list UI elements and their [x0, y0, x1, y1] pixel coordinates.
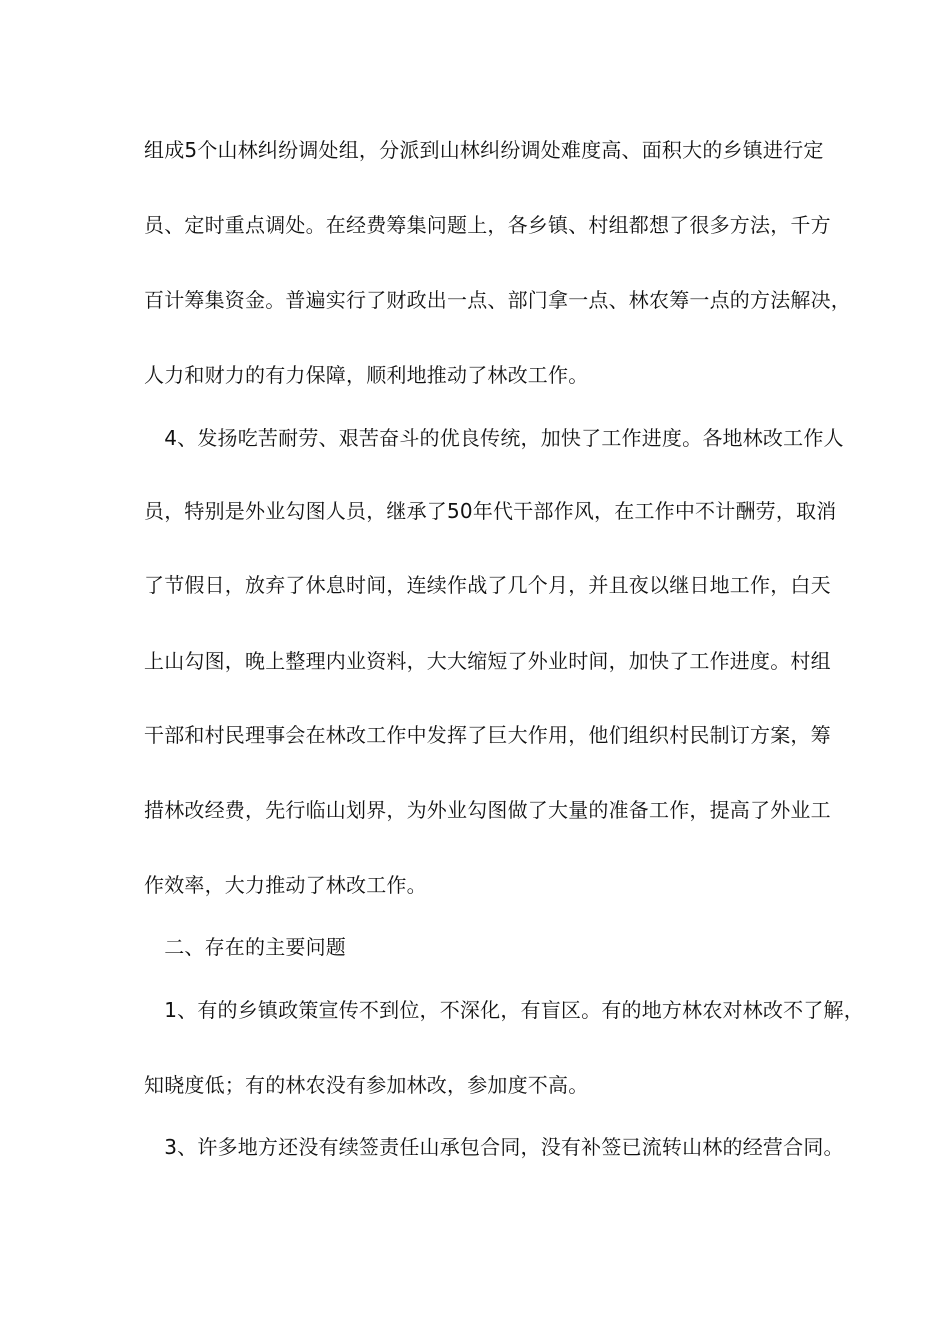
text-line: 干部和村民理事会在林改工作中发挥了巨大作用，他们组织村民制订方案，筹 [144, 723, 831, 747]
text-line: 作效率，大力推动了林改工作。 [144, 873, 427, 897]
text-line: 百计筹集资金。普遍实行了财政出一点、部门拿一点、林农筹一点的方法解决， [144, 288, 851, 312]
text-line: 上山勾图，晚上整理内业资料，大大缩短了外业时间，加快了工作进度。村组 [144, 649, 831, 673]
text-line: 4、发扬吃苦耐劳、艰苦奋斗的优良传统，加快了工作进度。各地林改工作人 [144, 426, 844, 450]
text-line: 人力和财力的有力保障，顺利地推动了林改工作。 [144, 363, 589, 387]
text-line: 组成5个山林纠纷调处组，分派到山林纠纷调处难度高、面积大的乡镇进行定 [144, 138, 824, 162]
section-heading: 二、存在的主要问题 [144, 935, 346, 959]
text-line: 了节假日，放弃了休息时间，连续作战了几个月，并且夜以继日地工作，白天 [144, 573, 831, 597]
text-line: 员、定时重点调处。在经费筹集问题上，各乡镇、村组都想了很多方法，千方 [144, 213, 831, 237]
text-line: 知晓度低；有的林农没有参加林改，参加度不高。 [144, 1073, 589, 1097]
text-line: 3、许多地方还没有续签责任山承包合同，没有补签已流转山林的经营合同。 [144, 1135, 844, 1159]
text-line: 员，特别是外业勾图人员，继承了50年代干部作风，在工作中不计酬劳，取消 [144, 499, 837, 523]
text-line: 1、有的乡镇政策宣传不到位，不深化，有盲区。有的地方林农对林改不了解， [144, 998, 864, 1022]
text-line: 措林改经费，先行临山划界，为外业勾图做了大量的准备工作，提高了外业工 [144, 798, 831, 822]
